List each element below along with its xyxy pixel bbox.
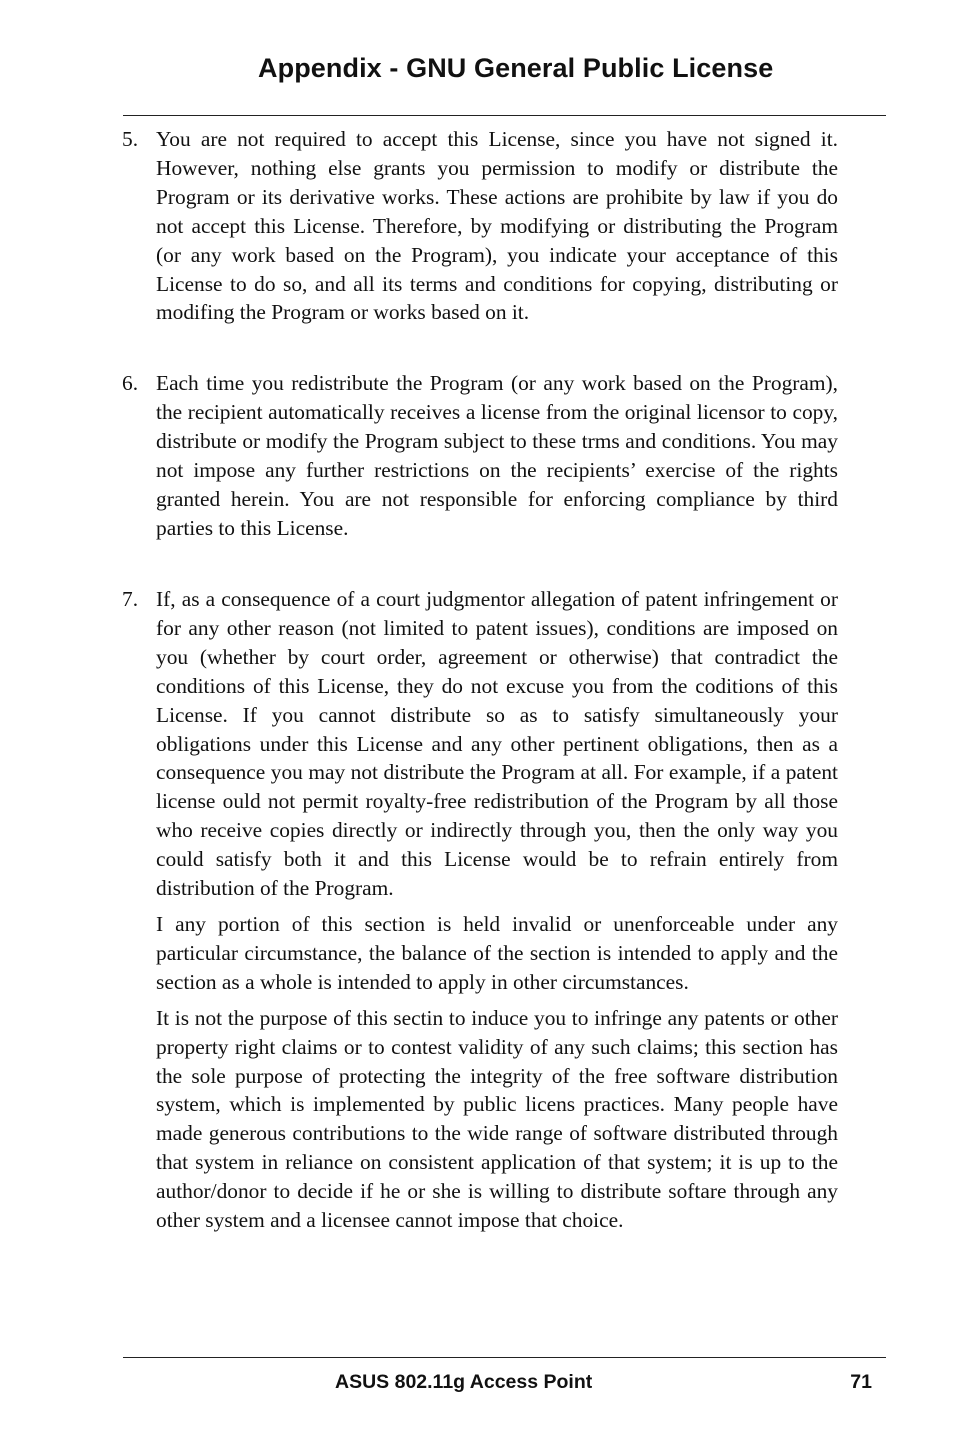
page-number: 71 [850,1371,872,1393]
paragraph: Each time you redistribute the Program (or any work based on the Program), the recipient automatically receives a license from the original licensor to copy, distribute or modify the Program subject to these trms and conditions. You may not impose any further restrictions on the recipients’ exercise of the rights granted herein. You are not responsible for enforcing compliance by third parties to this License. [156,371,838,540]
footer-divider [123,1357,886,1358]
list-item [122,585,838,1235]
paragraph: It is not the purpose of this sectin to induce you to infringe any patents or other property right claims or to contest validity of any such claims; this section has the sole purpose of protecting the integrity of the free software distribution system, which is implemented by public licens practices. Many people have made generous contributions to the wide range of software distributed through that system in reliance on consistent application of that system; it is up to the author/donor to decide if he or she is willing to distribute softare through any other system and a licensee cannot impose that choice. [156,1005,838,1233]
list-item-body [156,125,838,327]
paragraph: I any portion of this section is held invalid or unenforceable under any particular circumstance, the balance of the section is intended to apply and the section as a whole is intended to apply in other circumstances. [156,911,838,994]
paragraph: You are not required to accept this License, since you have not signed it. However, nothing else grants you permission to modify or distribute the Program or its derivative works. These actions are prohibite by law if you do not accept this License. Therefore, by modifying or distributing the Program (or any work based on the Program), you indicate your acceptance of this License to do so, and all its terms and conditions for copying, distributing or modifing the Program or works based on it. [156,127,838,325]
list-item-body [156,585,838,1235]
paragraph: If, as a consequence of a court judgmentor allegation of patent infringement or for any other reason (not limited to patent issues), conditions are imposed on you (whether by court order, agreement or otherwise) that contradict the conditions of this License, they do not excuse you from the coditions of this License. If you cannot distribute so as to satisfy simultaneously your obligations under this License and any other pertinent obligations, then as a consequence you may not distribute the Program at all. For example, if a patent license ould not permit royalty-free redistribution of the Program by all those who receive copies directly or indirectly through you, then the only way you could satisfy both it and this License would be to refrain entirely from distribution of the Program. [156,587,838,901]
list-item-body [156,369,838,542]
list-item-number: 7. [122,587,139,611]
list-item [122,125,838,327]
footer-title: ASUS 802.11g Access Point [335,1371,593,1393]
page-title: Appendix - GNU General Public License [258,53,774,83]
list-item-number: 6. [122,371,139,395]
list-item-number: 5. [122,127,139,151]
list-item [122,369,838,542]
header-divider [123,115,886,116]
